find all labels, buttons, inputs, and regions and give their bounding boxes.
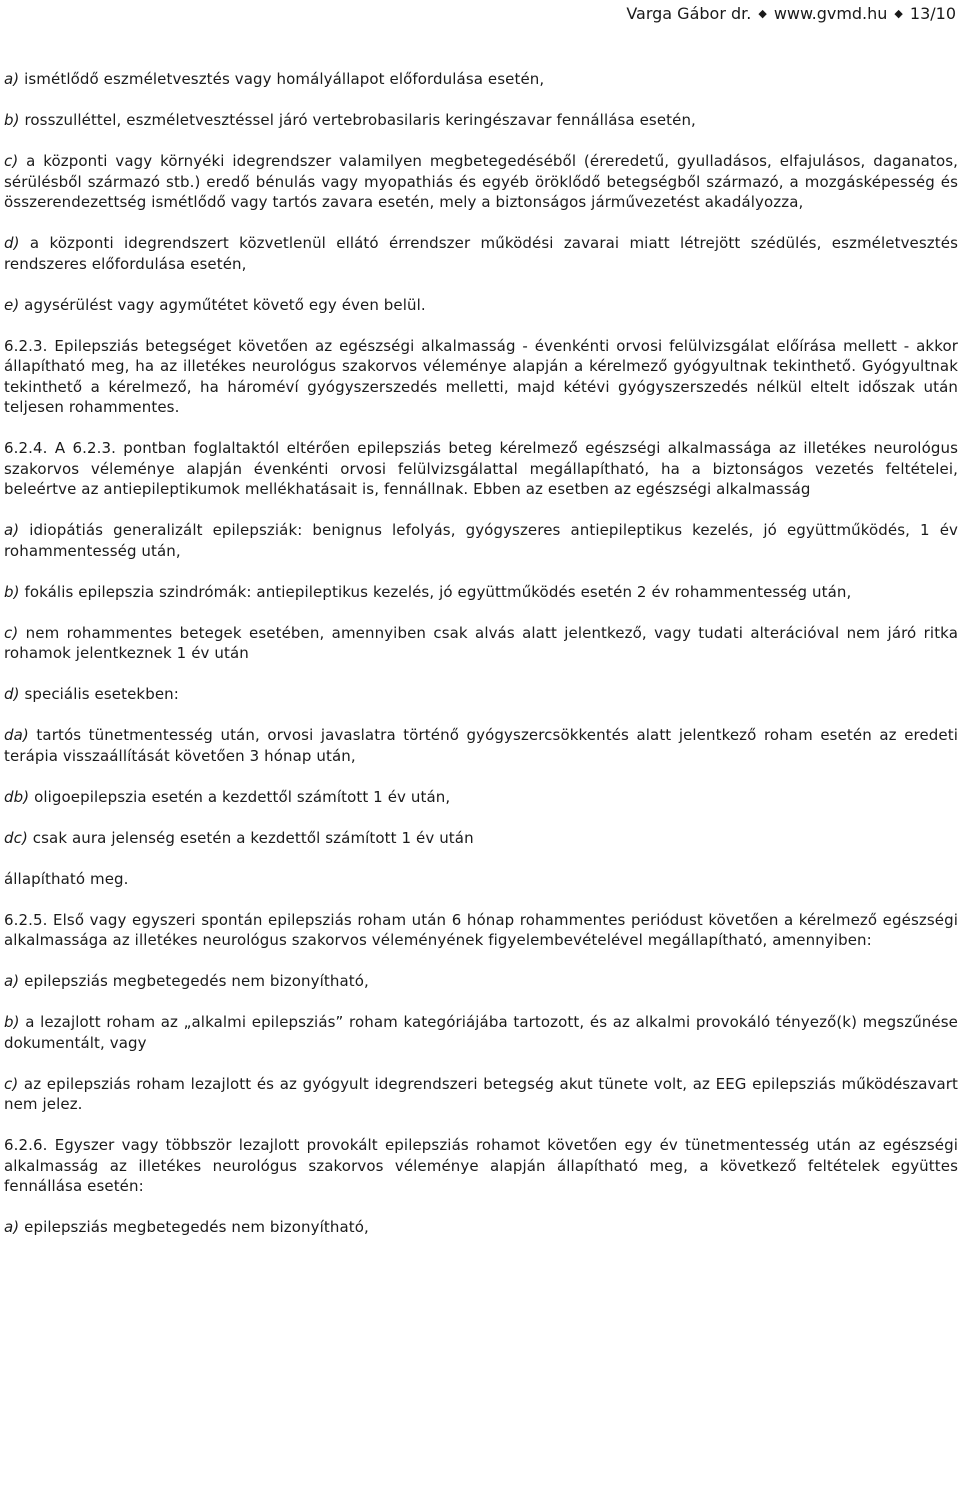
paragraph (4, 233, 958, 274)
paragraph (4, 582, 958, 603)
item-label: d) (4, 234, 20, 252)
item-label: a) (4, 521, 20, 539)
paragraph (4, 1012, 958, 1053)
paragraph (4, 971, 958, 992)
paragraph-text: csak aura jelenség esetén a kezdettől számított 1 év után (32, 828, 474, 847)
header-page-number: 13/10 (909, 4, 956, 23)
header-author: Varga Gábor dr. (626, 4, 752, 23)
document-body (4, 69, 958, 1258)
paragraph (4, 151, 958, 213)
page-header (626, 0, 956, 28)
paragraph-text: a központi idegrendszert közvetlenül ellátó érrendszer működési zavarai miatt létrejött szédülés, eszméletvesztés rendszeres előfordulása esetén, (4, 234, 958, 273)
paragraph-text: 6.2.4. A 6.2.3. pontban foglaltaktól eltérően epilepsziás beteg kérelmező egészségi alkalmassága az illetékes neurológus szakorvos véleménye alapján évenkénti orvosi felülvizsgálattal megállapítható, ha a biztonságos vezetés feltételei, beleértve az antiepileptikumok mellékhatásait is, fennállnak. Ebben az esetben az egészségi alkalmasság (4, 439, 958, 498)
item-label: c) (4, 623, 19, 642)
paragraph-section-6-2-3 (4, 336, 958, 418)
paragraph-text: epilepsziás megbetegedés nem bizonyítható, (24, 1218, 369, 1236)
paragraph (4, 295, 958, 316)
item-label: a) (4, 70, 20, 88)
item-label: b) (4, 582, 20, 601)
paragraph (4, 623, 958, 664)
paragraph-text: rosszulléttel, eszméletvesztéssel járó vertebrobasilaris keringészavar fennállása esetén, (24, 111, 696, 129)
item-label: c) (4, 1074, 19, 1093)
paragraph-text: ismétlődő eszméletvesztés vagy homályállapot előfordulása esetén, (24, 70, 545, 88)
header-site: www.gvmd.hu (773, 4, 888, 23)
paragraph-section-6-2-6 (4, 1135, 958, 1197)
paragraph-text: oligoepilepszia esetén a kezdettől számított 1 év után, (34, 787, 451, 806)
diamond-separator-icon: ◆ (894, 7, 903, 20)
paragraph-text: speciális esetekben: (24, 685, 179, 703)
paragraph-text: idiopátiás generalizált epilepsziák: benignus lefolyás, gyógyszeres antiepileptikus kezelés, jó együttműködés, 1 év rohammentesség után, (4, 521, 958, 560)
paragraph-text: agysérülést vagy agyműtétet követő egy éven belül. (24, 295, 426, 314)
diamond-separator-icon: ◆ (758, 7, 767, 20)
paragraph (4, 869, 958, 890)
paragraph-text: állapítható meg. (4, 869, 129, 888)
paragraph (4, 520, 958, 561)
item-label: db) (4, 787, 30, 806)
paragraph-text: az epilepsziás roham lezajlott és az gyógyult idegrendszeri betegség akut tünete volt, az EEG epilepsziás működészavart nem jelez. (4, 1074, 958, 1113)
paragraph (4, 1217, 958, 1238)
item-label: c) (4, 152, 19, 170)
item-label: e) (4, 295, 20, 314)
paragraph-section-6-2-5 (4, 910, 958, 951)
paragraph-text: nem rohammentes betegek esetében, amennyiben csak alvás alatt jelentkező, vagy tudati alterációval nem járó ritka rohamok jelentkeznek 1 év után (4, 623, 958, 662)
paragraph-text: 6.2.6. Egyszer vagy többször lezajlott provokált epilepsziás rohamot követően egy év tünetmentesség után az egészségi alkalmasság az illetékes neurológus szakorvos véleménye alapján állapítható meg, a következő feltételek együttes fennállása esetén: (4, 1136, 958, 1195)
paragraph (4, 1074, 958, 1115)
item-label: dc) (4, 828, 28, 847)
item-label: da) (4, 726, 29, 744)
paragraph (4, 787, 958, 808)
paragraph (4, 69, 958, 90)
paragraph-text: a központi vagy környéki idegrendszer valamilyen megbetegedéséből (éreredetű, gyulladásos, elfajulásos, daganatos, sérülésből származó stb.) eredő bénulás vagy myopathiás és egyéb öröklődő betegségből származó, a mozgásképesség és összerendezettség ismétlődő vagy tartós zavara esetén, mely a biztonságos járművezetést akadályozza, (4, 152, 959, 211)
paragraph-text: epilepsziás megbetegedés nem bizonyítható, (24, 972, 369, 990)
item-label: b) (4, 1013, 20, 1031)
paragraph-text: fokális epilepszia szindrómák: antiepileptikus kezelés, jó együttműködés esetén 2 év rohammentesség után, (24, 582, 852, 601)
item-label: a) (4, 1218, 20, 1236)
paragraph-text: 6.2.5. Első vagy egyszeri spontán epilepsziás roham után 6 hónap rohammentes periódust követően a kérelmező egészségi alkalmassága az illetékes neurológus szakorvos véleményének figyelembevételével megállapítható, amennyiben: (4, 910, 958, 949)
paragraph-text: tartós tünetmentesség után, orvosi javaslatra történő gyógyszercsökkentés alatt jelentkező roham esetén az eredeti terápia visszaállítását követően 3 hónap után, (4, 726, 958, 765)
item-label: b) (4, 111, 20, 129)
paragraph (4, 110, 958, 131)
paragraph (4, 828, 958, 849)
item-label: a) (4, 972, 20, 990)
paragraph (4, 725, 958, 766)
paragraph-text: a lezajlott roham az „alkalmi epilepsziás” roham kategóriájába tartozott, és az alkalmi provokáló tényező(k) megszűnése dokumentált, vagy (4, 1013, 958, 1052)
paragraph-text: 6.2.3. Epilepsziás betegséget követően az egészségi alkalmasság - évenkénti orvosi felülvizsgálat előírása mellett - akkor állapítható meg, ha az illetékes neurológus szakorvos véleménye alapján a kérelmező gyógyultnak tekinthető. Gyógyultnak tekinthető a kérelmező, ha hároméví gyógyszerszedés melletti, majd kétévi gyógyszerszedés nélkül eltelt időszak után teljesen rohammentes. (4, 336, 958, 416)
paragraph-section-6-2-4 (4, 438, 958, 500)
item-label: d) (4, 685, 20, 703)
paragraph (4, 684, 958, 705)
